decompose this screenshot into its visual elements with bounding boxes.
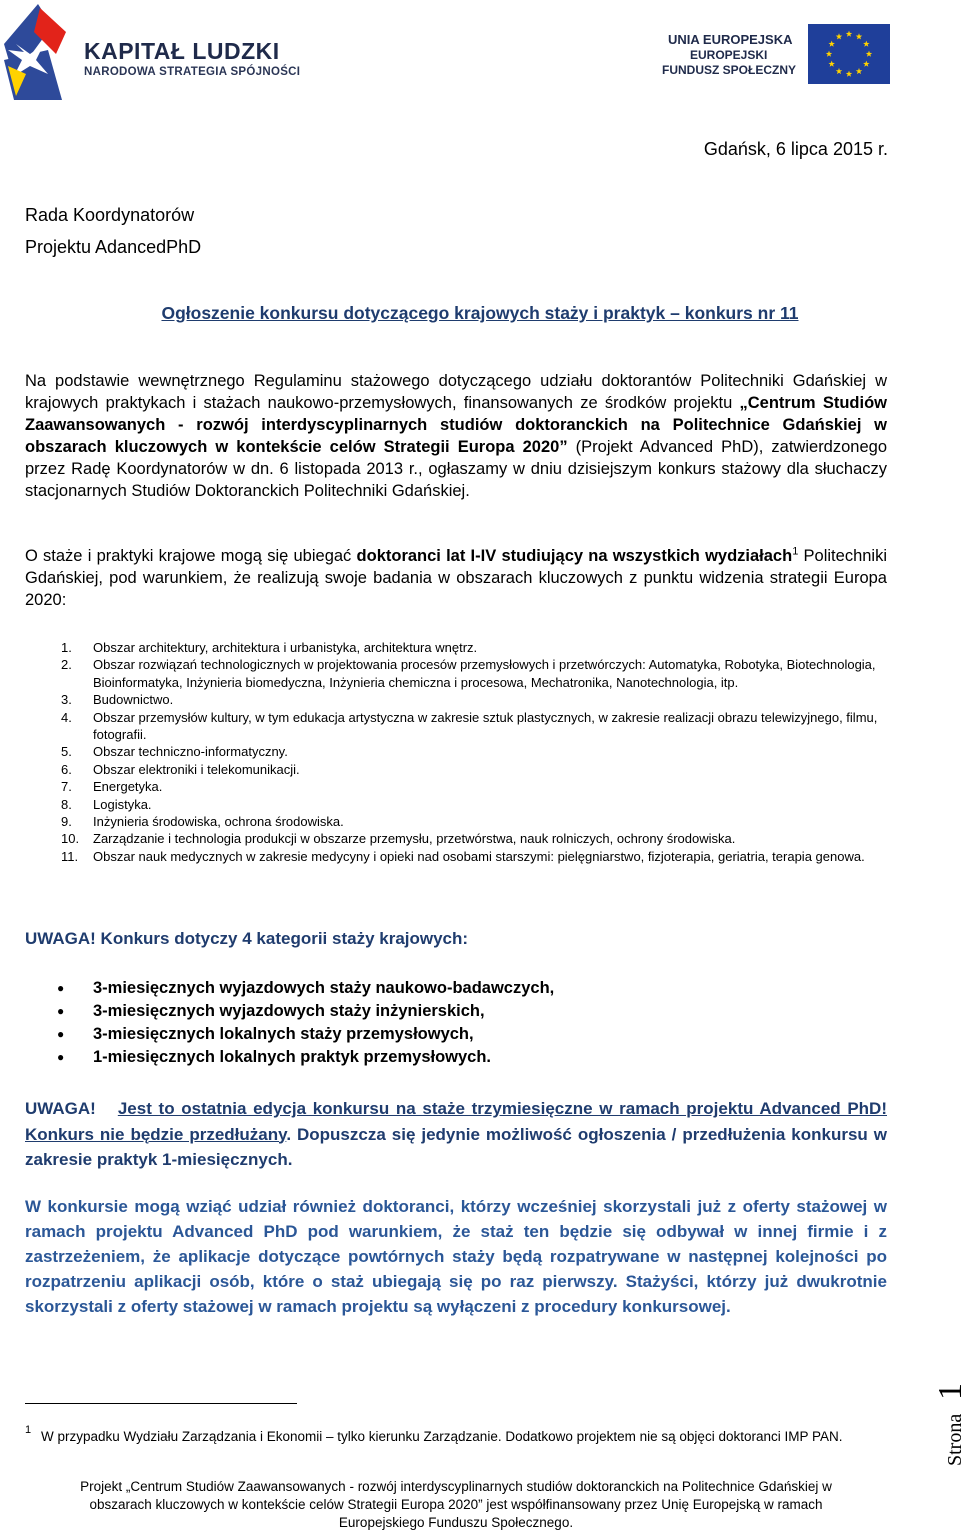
category-item: [25, 1046, 885, 1069]
category-text: 3-miesięcznych lokalnych staży przemysłowych,: [93, 1025, 474, 1043]
page-word: Strona: [944, 1413, 966, 1466]
category-text: 1-miesięcznych lokalnych praktyk przemysłowych.: [93, 1048, 492, 1066]
list-item: [25, 830, 895, 847]
footer-line3: Europejskiego Funduszu Społecznego.: [338, 1515, 574, 1530]
eligibility-bold: doktoranci lat I-IV studiujący na wszystkich wydziałach: [356, 547, 793, 565]
footer-line1: Projekt „Centrum Studiów Zaawansowanych - rozwój interdyscyplinarnych studiów doktoranckich na Politechnice Gdańskiej w: [80, 1479, 832, 1494]
category-item: [25, 977, 885, 1000]
eligibility-text-a: O staże i praktyki krajowe mogą się ubiegać: [25, 547, 357, 565]
notice-label: UWAGA!: [25, 1099, 96, 1118]
key-areas-list: [25, 639, 895, 865]
intro-project-name: „Centrum Studiów Zaawansowanych - rozwój interdyscyplinarnych studiów doktoranckich na Politechnice Gdańskiej w obszarach kluczowych w kontekście celów Strategii Europa 2020”: [25, 394, 887, 456]
repeat-participants-paragraph: W konkursie mogą wziąć udział również doktoranci, którzy wcześniej skorzystali już z oferty stażowej w ramach projektu Advanced PhD pod warunkiem, że staż ten będzie się odbywał w innej firmie i z zastrzeżeniem, że aplikacje dotyczące powtórnych staży będą rozpatrywane w następnej kolejności po rozpatrzeniu aplikacji osób, które o staż ubiegają się po raz pierwszy. Stażyści, którzy już dwukrotnie skorzystali z oferty stażowej w ramach projektu są wyłączeni z procedury konkursowej.: [25, 1197, 887, 1316]
list-item-text: Zarządzanie i technologia produkcji w obszarze przemysłu, przetwórstwa, nauk rolniczych, ochrony środowiska.: [93, 831, 736, 847]
page-footer: [0, 1478, 912, 1532]
notice-underlined: Jest to ostatnia edycja konkursu na staże trzymiesięczne w ramach projektu Advanced PhD! Konkurs nie będzie przedłużany: [25, 1099, 887, 1144]
list-item: [25, 656, 895, 691]
bullet-icon: ●: [57, 1027, 65, 1041]
category-text: 3-miesięcznych wyjazdowych staży naukowo-badawczych,: [93, 979, 555, 997]
bullet-icon: ●: [57, 1050, 65, 1064]
list-item-number: 8.: [61, 796, 72, 812]
eu-text-line3: FUNDUSZ SPOŁECZNY: [662, 63, 797, 77]
document-date: Gdańsk, 6 lipca 2015 r.: [703, 139, 888, 159]
list-item-text: Budownictwo.: [93, 692, 174, 708]
category-text: 3-miesięcznych wyjazdowych staży inżynierskich,: [93, 1002, 485, 1020]
list-item: [25, 691, 895, 708]
list-item-number: 9.: [61, 814, 72, 830]
page-number-label: [915, 1380, 975, 1470]
list-item-number: 7.: [61, 779, 72, 795]
list-item-text: Inżynieria środowiska, ochrona środowiska.: [93, 814, 344, 830]
list-item-text: Obszar elektroniki i telekomunikacji.: [93, 761, 300, 777]
eu-flag-icon: [808, 24, 890, 84]
kapital-ludzki-title: KAPITAŁ LUDZKI: [84, 38, 280, 64]
list-item: [25, 848, 895, 865]
list-item-text: Obszar nauk medycznych w zakresie medycyny i opieki nad osobami starszymi: pielęgniarstwo, fizjoterapia, geriatria, terapia genowa.: [93, 848, 865, 864]
footnote-ref: 1: [792, 545, 799, 558]
footer-line2: obszarach kluczowych w kontekście celów Strategii Europa 2020” jest współfinansowany przez Unię Europejską w ramach: [89, 1497, 823, 1512]
intro-text-a: Na podstawie wewnętrznego Regulaminu stażowego dotyczącego udziału doktorantów Politechniki Gdańskiej w krajowych praktykach i stażach naukowo-przemysłowych, finansowanych ze środków projektu: [25, 372, 887, 412]
list-item-text: Obszar techniczno-informatyczny.: [93, 744, 288, 760]
list-item-number: 5.: [61, 744, 72, 760]
list-item-text: Obszar architektury, architektura i urbanistyka, architektura wnętrz.: [93, 640, 478, 655]
notice-last-edition: [25, 1096, 887, 1173]
list-item-number: 1.: [61, 640, 72, 655]
list-item-text: Logistyka.: [93, 796, 152, 812]
page-number: 1: [932, 1383, 969, 1400]
category-item: [25, 1000, 885, 1023]
list-item: [25, 778, 895, 795]
eligibility-text-c: Politechniki Gdańskiej, pod warunkiem, że realizują swoje badania w obszarach kluczowych z punktu widzenia strategii Europa 2020:: [25, 547, 888, 609]
list-item-number: 2.: [61, 657, 72, 673]
categories-list: [25, 977, 885, 1069]
footnote-text: W przypadku Wydziału Zarządzania i Ekonomii – tylko kierunku Zarządzanie. Dodatkowo projektem nie są objęci doktoranci IMP PAN.: [41, 1429, 843, 1444]
notice-categories-heading: UWAGA! Konkurs dotyczy 4 kategorii staży krajowych:: [25, 929, 469, 948]
list-item-number: 3.: [61, 692, 72, 708]
eu-text-line1: UNIA EUROPEJSKA: [668, 32, 793, 47]
recipient-line2: Projektu AdancedPhD: [25, 237, 202, 257]
list-item-number: 6.: [61, 761, 72, 777]
footnote-separator: [25, 1403, 297, 1404]
list-item-text: Obszar rozwiązań technologicznych w projektowania procesów przemysłowych i przetwórczych: Automatyka, Robotyka, Biotechnologia, Bioinformatyka, Inżynieria biomedyczna, Inżynieria chemiczna i procesowa, Mechatronika, Nanotechnologia, itp.: [93, 657, 876, 690]
list-item-number: 4.: [61, 709, 72, 725]
list-item-text: Energetyka.: [93, 779, 163, 795]
list-item: [25, 761, 895, 778]
list-item-number: 11.: [61, 848, 79, 864]
list-item: [25, 796, 895, 813]
notice-rest: . Dopuszcza się jedynie możliwość ogłoszenia / przedłużenia konkursu w zakresie praktyk 1-miesięcznych.: [25, 1124, 887, 1169]
bullet-icon: ●: [57, 1004, 65, 1018]
list-item: [25, 709, 895, 744]
list-item: [25, 639, 895, 656]
eu-text-line2: EUROPEJSKI: [690, 48, 768, 62]
bullet-icon: ●: [57, 981, 65, 995]
list-item-number: 10.: [61, 831, 80, 847]
intro-text-c: (Projekt Advanced PhD), zatwierdzonego przez Radę Koordynatorów w dn. 6 listopada 2013 r.: [25, 438, 887, 478]
recipient-line1: Rada Koordynatorów: [25, 205, 195, 225]
eligibility-paragraph: [25, 545, 887, 611]
intro-text-d: , ogłaszamy w dniu dzisiejszym konkurs stażowy dla słuchaczy stacjonarnych Studiów Doktoranckich Politechniki Gdańskiej.: [25, 460, 888, 500]
document-title: Ogłoszenie konkursu dotyczącego krajowych staży i praktyk – konkurs nr 11: [161, 303, 799, 323]
list-item: [25, 743, 895, 760]
category-item: [25, 1023, 885, 1046]
footnote-mark: 1: [25, 1424, 32, 1436]
list-item-text: Obszar przemysłów kultury, w tym edukacja artystyczna w zakresie sztuk plastycznych, w zakresie realizacji obrazu telewizyjnego, filmu, fotografii.: [93, 709, 878, 743]
list-item: [25, 813, 895, 830]
kapital-ludzki-subtitle: NARODOWA STRATEGIA SPÓJNOŚCI: [84, 66, 301, 78]
intro-paragraph: [25, 370, 887, 502]
